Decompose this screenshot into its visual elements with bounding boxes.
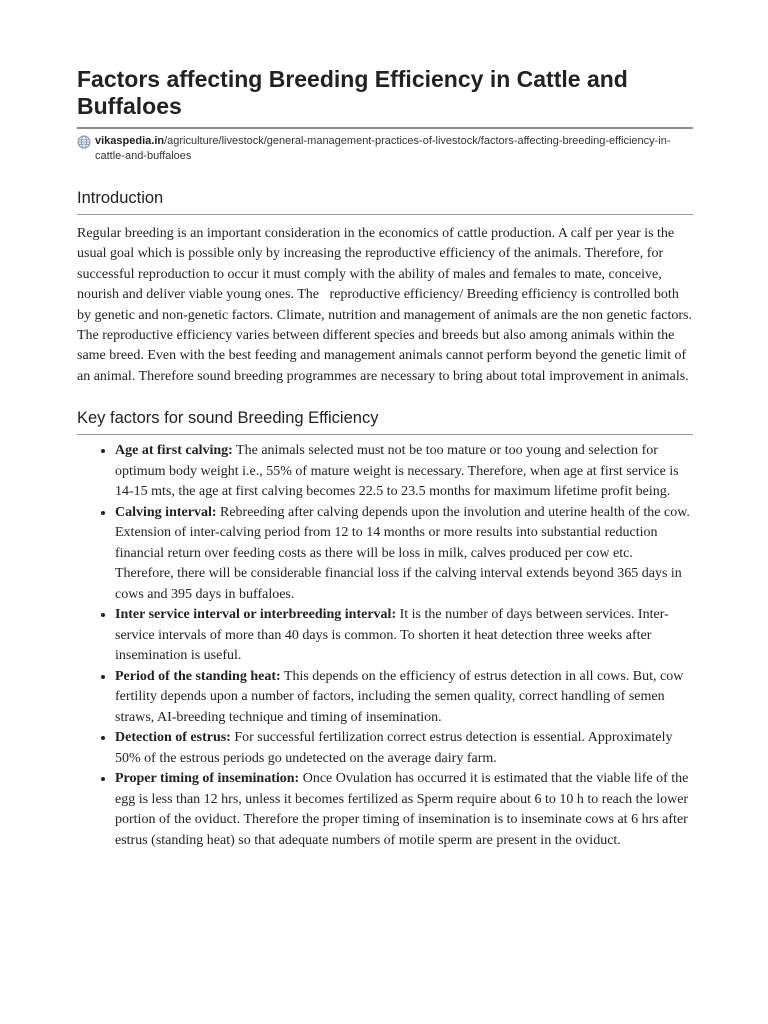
document-page [77, 0, 693, 851]
factor-term: Period of the standing heat: [115, 668, 281, 684]
page-title: Factors affecting Breeding Efficiency in Cattle and Buffaloes [77, 66, 628, 119]
list-item [115, 667, 693, 729]
factor-text: For successful fertilization correct estrus detection is essential. Approximately 50% of the estrous periods go undetected on the average dairy farm. [115, 730, 673, 766]
factor-text: Rebreeding after calving depends upon the involution and uterine health of the cow. Extension of inter-calving period from 12 to 14 months or more results into substantial reduction financial return over feeding costs as there will be loss in milk, calves produced per cow etc. Therefore, there will be considerable financial loss if the calving interval extends beyond 365 days in cows and 395 days in buffaloes. [115, 504, 690, 602]
factor-term: Detection of estrus: [115, 730, 231, 746]
introduction-heading: Introduction [77, 189, 164, 207]
introduction-divider [77, 214, 693, 215]
key-factors-heading: Key factors for sound Breeding Efficiency [77, 409, 379, 428]
list-item [115, 503, 693, 606]
globe-icon [77, 135, 91, 149]
factor-text: Once Ovulation has occurred it is estimated that the viable life of the egg is less than 12 hrs, unless it becomes fertilized as Sperm require about 6 to 10 h to reach the lower portion of the oviduct. Therefore the proper timing of insemination is to inseminate cows at 6 hrs after estrus (standing heat) so that adequate numbers of motile sperm are present in the oviduct. [115, 771, 689, 848]
factor-text: It is the number of days between services. Inter-service intervals of more than 40 days is common. To shorten it heat detection three weeks after insemination is useful. [115, 607, 669, 664]
factor-term: Calving interval: [115, 504, 217, 520]
factor-term: Age at first calving: [115, 443, 233, 459]
list-item [115, 605, 693, 667]
source-path[interactable]: /agriculture/livestock/general-management-practices-of-livestock/factors-affecting-breeding-efficiency-in-cattle-and-buffaloes [95, 135, 671, 162]
list-item [115, 728, 693, 769]
factor-term: Proper timing of insemination: [115, 771, 300, 787]
introduction-paragraph: Regular breeding is an important consideration in the economics of cattle production. A calf per year is the usual goal which is possible only by increasing the reproductive efficiency of the animals. Therefore, for successful reproduction to occur it must comply with the ability of males and females to mate, conceive, nourish and deliver viable young ones. The reproductive efficiency/ Breeding efficiency is controlled both by genetic and non-genetic factors. Climate, nutrition and management of animals are the non genetic factors. The reproductive efficiency varies between different species and breeds but also among animals within the same breed. Even with the best feeding and management animals cannot perform beyond the genetic limit of an animal. Therefore sound breeding programmes are necessary to bring about total improvement in animals. [77, 226, 693, 384]
factor-text: The animals selected must not be too mature or too young and selection for optimum body weight i.e., 55% of mature weight is necessary. Therefore, when age at first service is 14-15 mts, the age at first calving becomes 22.5 to 23.5 months for maximum lifetime profit being. [115, 443, 679, 500]
key-factors-list [77, 441, 693, 851]
factor-term: Inter service interval or interbreeding interval: [115, 607, 397, 623]
list-item [115, 441, 693, 503]
source-link[interactable] [77, 134, 693, 164]
title-divider [77, 127, 693, 129]
source-domain[interactable]: vikaspedia.in [95, 135, 165, 147]
factor-text: This depends on the efficiency of estrus detection in all cows. But, cow fertility depends upon a number of factors, including the semen quality, correct handling of semen straws, AI-breeding technique and timing of insemination. [115, 668, 684, 725]
list-item [115, 769, 693, 851]
key-factors-divider [77, 434, 693, 435]
